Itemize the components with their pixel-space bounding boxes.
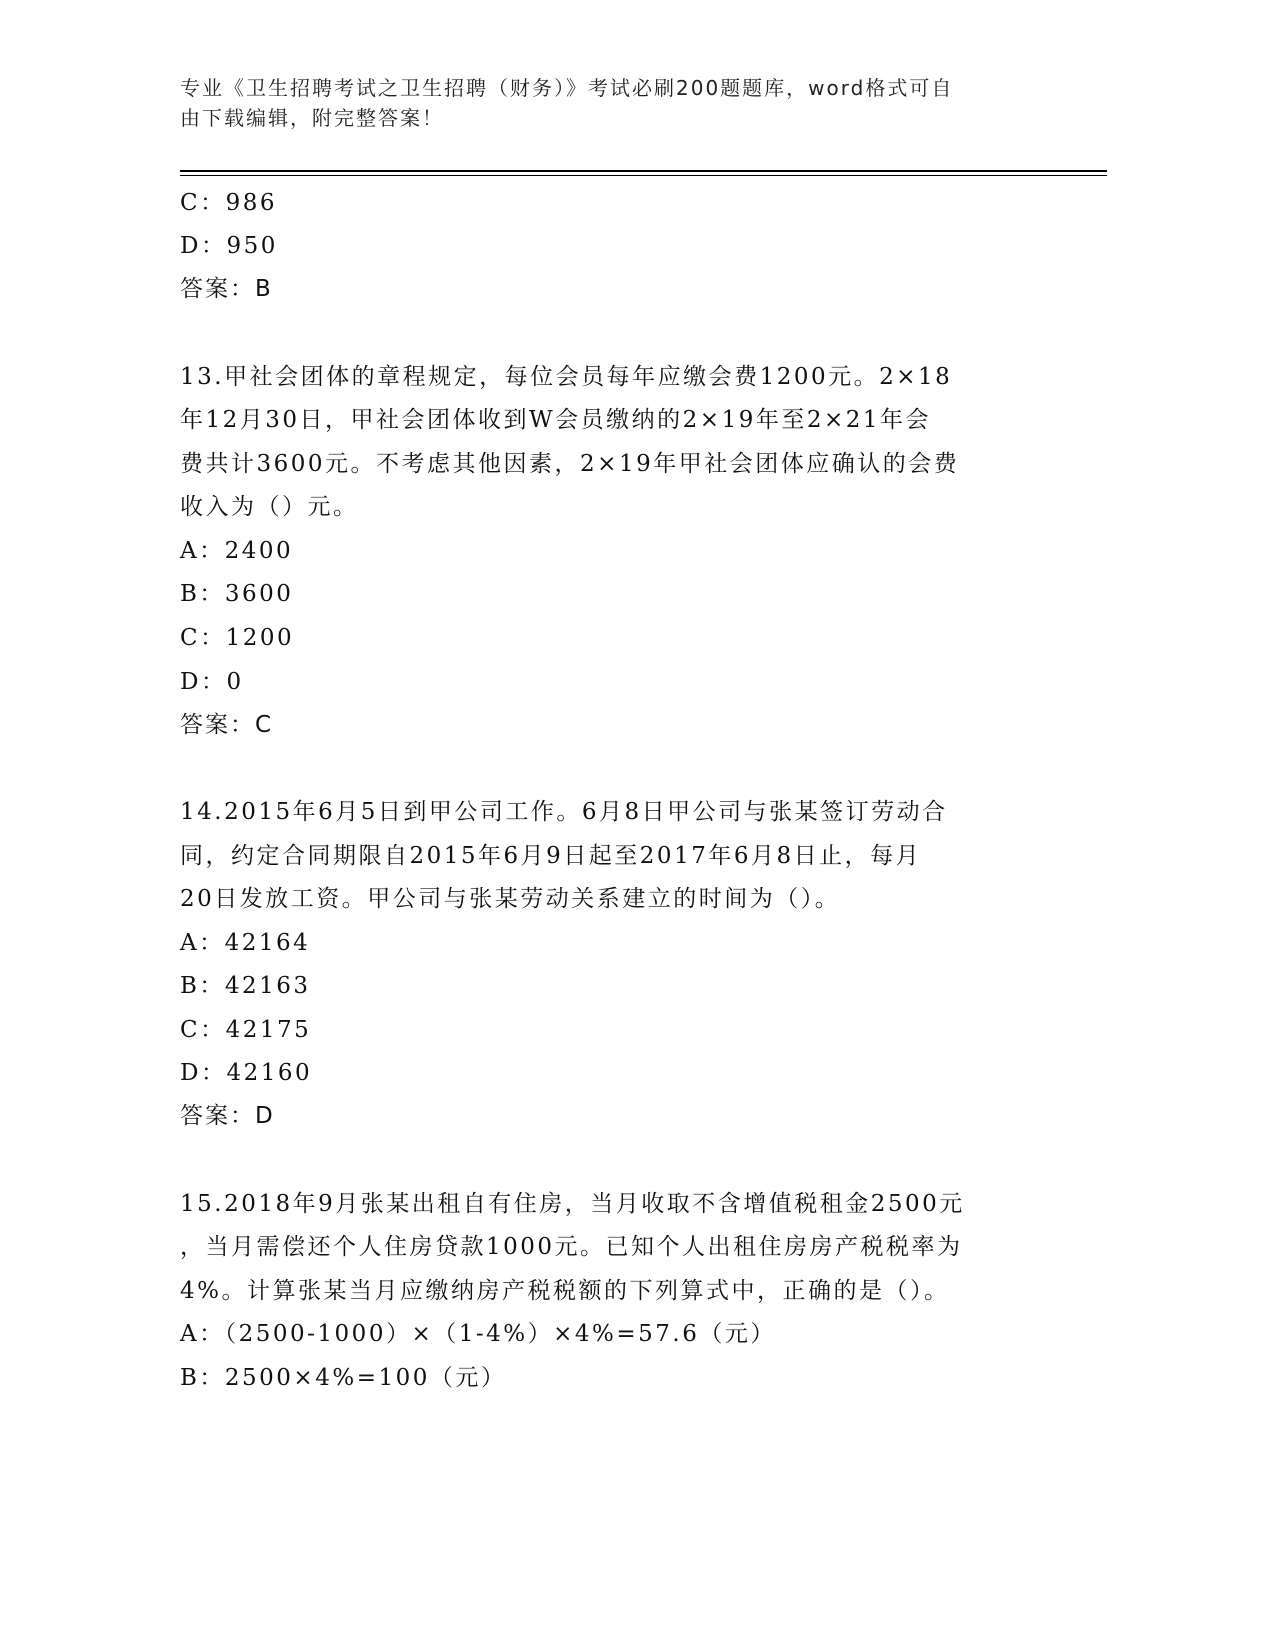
q13-option-a: A：2400 — [180, 538, 294, 564]
q15-text-2: ，当月需偿还个人住房贷款1000元。已知个人出租住房房产税税率为 — [180, 1234, 963, 1260]
header-line-2: 由下载编辑，附完整答案！ — [180, 106, 444, 130]
q14-option-b: B：42163 — [180, 973, 311, 999]
q14-text-1: 14.2015年6月5日到甲公司工作。6月8日甲公司与张某签订劳动合 — [180, 799, 948, 825]
q13-option-c: C：1200 — [180, 625, 295, 651]
q14-option-a: A：42164 — [180, 930, 311, 956]
q14-text-3: 20日发放工资。甲公司与张某劳动关系建立的时间为（）。 — [180, 886, 841, 912]
q14-option-c: C：42175 — [180, 1017, 312, 1043]
header-line-1: 专业《卫生招聘考试之卫生招聘（财务）》考试必刷200题题库，word格式可自 — [180, 76, 954, 100]
q13-text-4: 收入为（）元。 — [180, 494, 359, 520]
q13-text-1: 13.甲社会团体的章程规定，每位会员每年应缴会费1200元。2×18 — [180, 364, 953, 390]
q12-option-c: C：986 — [180, 190, 277, 216]
header-rule-top — [180, 170, 1107, 172]
q14-option-d: D：42160 — [180, 1060, 313, 1086]
header-rule-bottom — [180, 175, 1107, 176]
q13-option-d: D：0 — [180, 669, 244, 695]
q12-option-d: D：950 — [180, 233, 278, 259]
q15-option-b: B：2500×4%=100（元） — [180, 1365, 507, 1391]
q15-option-a: A：（2500-1000）×（1-4%）×4%=57.6（元） — [180, 1321, 776, 1347]
q14-answer: 答案：D — [180, 1103, 275, 1129]
q13-text-3: 费共计3600元。不考虑其他因素，2×19年甲社会团体应确认的会费 — [180, 451, 960, 477]
q12-answer: 答案：B — [180, 276, 273, 302]
q13-option-b: B：3600 — [180, 581, 294, 607]
q15-text-1: 15.2018年9月张某出租自有住房，当月收取不含增值税租金2500元 — [180, 1191, 965, 1217]
q13-answer: 答案：C — [180, 712, 274, 738]
q15-text-3: 4%。计算张某当月应缴纳房产税税额的下列算式中，正确的是（）。 — [180, 1278, 950, 1304]
q14-text-2: 同，约定合同期限自2015年6月9日起至2017年6月8日止，每月 — [180, 843, 922, 869]
q13-text-2: 年12月30日，甲社会团体收到W会员缴纳的2×19年至2×21年会 — [180, 407, 932, 433]
